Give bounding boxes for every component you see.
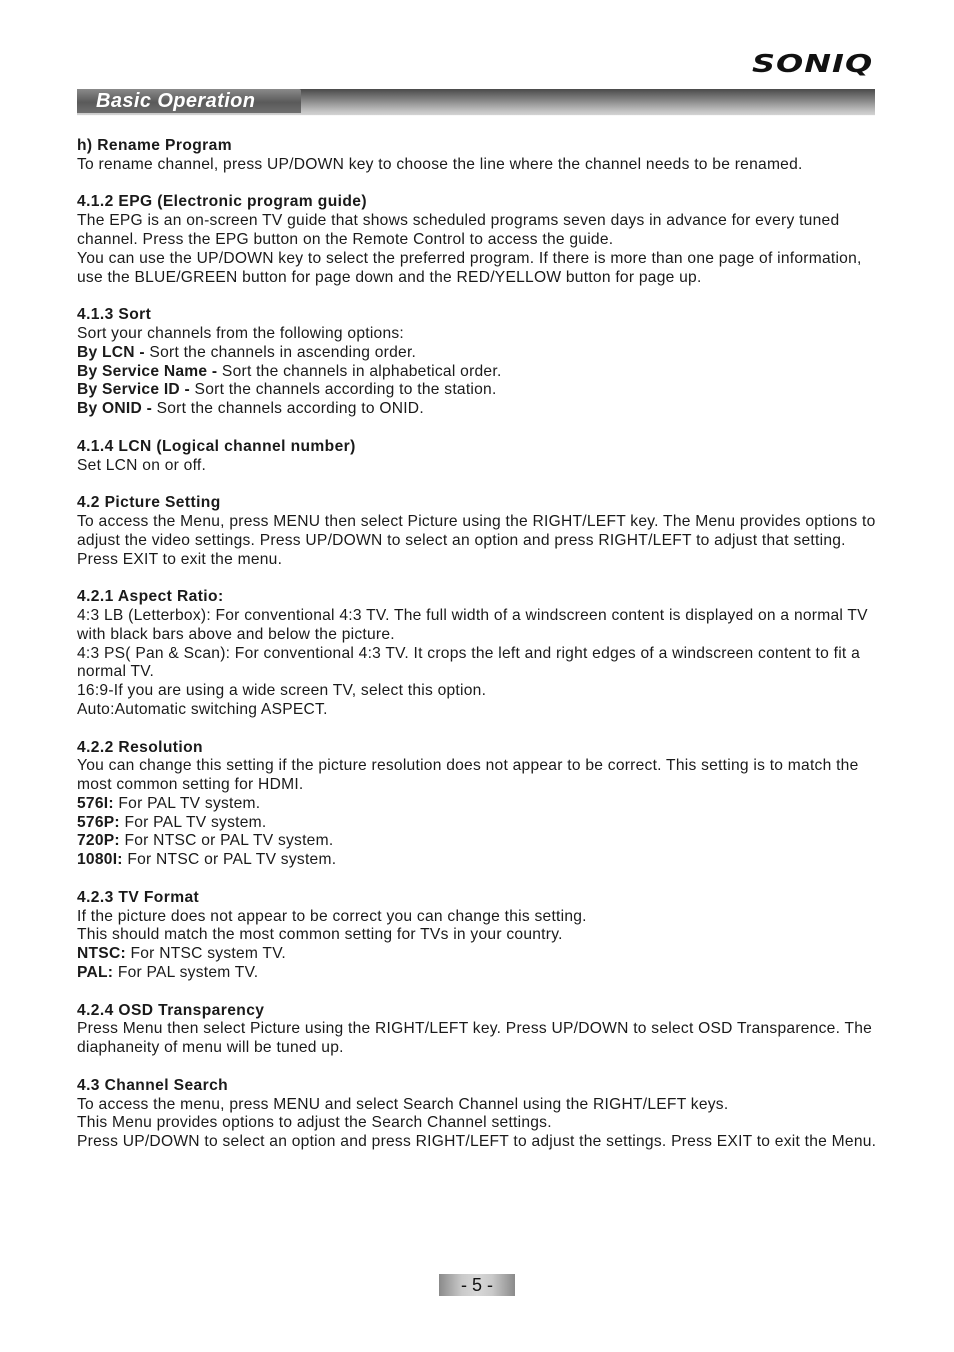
section-heading: 4.2.1 Aspect Ratio: [77, 588, 224, 606]
option-label: 576I: [77, 794, 119, 812]
section-heading: 4.2.3 TV Format [77, 888, 200, 906]
paragraph [77, 381, 877, 400]
paragraph-text: Sort the channels in alphabetical order. [221, 362, 502, 380]
paragraph [77, 851, 877, 870]
paragraph-text: Press Menu then select Picture using the RIGHT/LEFT key. Press UP/DOWN to select OSD Transparence. The diaphaneity of menu will be tuned up. [77, 1020, 873, 1057]
paragraph-text: Sort the channels according to the station. [194, 381, 497, 399]
paragraph-text: This should match the most common setting for TVs in your country. [77, 926, 563, 944]
paragraph [77, 457, 877, 476]
paragraph [77, 757, 877, 795]
section [77, 494, 877, 569]
paragraph-text: If the picture does not appear to be correct you can change this setting. [77, 907, 587, 925]
option-label: NTSC: [77, 945, 131, 963]
paragraph-text: For PAL system TV. [117, 964, 259, 982]
paragraph-text: 4:3 LB (Letterbox): For conventional 4:3 TV. The full width of a windscreen content is displayed on a normal TV with black bars above and below the picture. [77, 606, 868, 643]
section-heading: 4.2 Picture Setting [77, 494, 221, 512]
paragraph [77, 682, 877, 701]
option-label: By Service Name - [77, 362, 222, 380]
option-label: 720P: [77, 832, 125, 850]
paragraph [77, 795, 877, 814]
paragraph-text: Set LCN on or off. [77, 456, 207, 474]
paragraph [77, 363, 877, 382]
section [77, 438, 877, 476]
paragraph-text: For NTSC or PAL TV system. [124, 832, 334, 850]
section [77, 889, 877, 983]
paragraph [77, 607, 877, 645]
section [77, 137, 877, 175]
paragraph-text: To access the menu, press MENU and select Search Channel using the RIGHT/LEFT keys. [77, 1095, 729, 1113]
paragraph-text: 4:3 PS( Pan & Scan): For conventional 4:3 TV. It crops the left and right edges of a windscreen content to fit a normal TV. [77, 644, 861, 681]
paragraph [77, 645, 877, 683]
paragraph-text: Sort your channels from the following options: [77, 324, 405, 342]
paragraph-text: The EPG is an on-screen TV guide that shows scheduled programs seven days in advance for every tuned channel. Press the EPG button on the Remote Control to access the guide. [77, 212, 840, 248]
paragraph [77, 908, 877, 927]
document-body [77, 137, 877, 1171]
paragraph [77, 1133, 877, 1152]
option-label: PAL: [77, 964, 118, 982]
section-heading: h) Rename Program [77, 137, 232, 154]
option-label: By Service ID - [77, 381, 195, 399]
paragraph-text: For NTSC or PAL TV system. [127, 851, 337, 869]
paragraph [77, 400, 877, 419]
paragraph [77, 814, 877, 833]
section [77, 588, 877, 720]
section [77, 306, 877, 419]
page-title: Basic Operation [96, 90, 256, 112]
paragraph [77, 250, 877, 288]
section [77, 739, 877, 871]
option-label: 1080I: [77, 851, 128, 869]
paragraph [77, 964, 877, 983]
paragraph [77, 325, 877, 344]
paragraph-text: To rename channel, press UP/DOWN key to choose the line where the channel needs to be renamed. [77, 155, 803, 173]
section [77, 1002, 877, 1058]
paragraph-text: To access the Menu, press MENU then select Picture using the RIGHT/LEFT key. The Menu provides options to adjust the video settings. Press UP/DOWN to select an option and press RIGHT/LEFT to adjust that setting. Press EXIT to exit the menu. [77, 512, 876, 568]
paragraph [77, 344, 877, 363]
section-heading: 4.3 Channel Search [77, 1076, 229, 1094]
option-label: 576P: [77, 813, 125, 831]
paragraph-text: You can use the UP/DOWN key to select the preferred program. If there is more than one page of information, use the BLUE/GREEN button for page down and the RED/YELLOW button for page up. [77, 249, 862, 286]
section-heading: 4.2.2 Resolution [77, 738, 203, 756]
section-heading: 4.1.3 Sort [77, 306, 152, 324]
paragraph-text: Sort the channels in ascending order. [149, 343, 417, 361]
paragraph [77, 945, 877, 964]
paragraph-text: Sort the channels according to ONID. [156, 400, 424, 418]
paragraph-text: For PAL TV system. [118, 794, 261, 812]
paragraph [77, 1020, 877, 1058]
option-label: By ONID - [77, 400, 157, 418]
paragraph [77, 513, 877, 569]
paragraph [77, 832, 877, 851]
paragraph [77, 926, 877, 945]
paragraph-text: You can change this setting if the picture resolution does not appear to be correct. This setting is to match the most common setting for HDMI. [77, 757, 859, 794]
section-heading: 4.1.4 LCN (Logical channel number) [77, 437, 356, 455]
option-label: By LCN - [77, 343, 150, 361]
section-heading: 4.1.2 EPG (Electronic program guide) [77, 193, 367, 211]
paragraph [77, 1114, 877, 1133]
paragraph-text: This Menu provides options to adjust the Search Channel settings. [77, 1114, 552, 1132]
paragraph [77, 212, 877, 250]
paragraph-text: For NTSC system TV. [130, 945, 287, 963]
section [77, 193, 877, 287]
paragraph-text: For PAL TV system. [124, 813, 267, 831]
paragraph-text: Press UP/DOWN to select an option and press RIGHT/LEFT to adjust the settings. Press EXIT to exit the Menu. [77, 1133, 877, 1151]
paragraph-text: Auto:Automatic switching ASPECT. [77, 700, 328, 718]
page-number: - 5 - [439, 1274, 515, 1296]
paragraph [77, 701, 877, 720]
paragraph [77, 156, 877, 175]
paragraph [77, 1096, 877, 1115]
section-heading: 4.2.4 OSD Transparency [77, 1001, 265, 1019]
section [77, 1077, 877, 1152]
brand-logo: SONIQ [752, 48, 874, 79]
paragraph-text: 16:9-If you are using a wide screen TV, select this option. [77, 682, 487, 700]
